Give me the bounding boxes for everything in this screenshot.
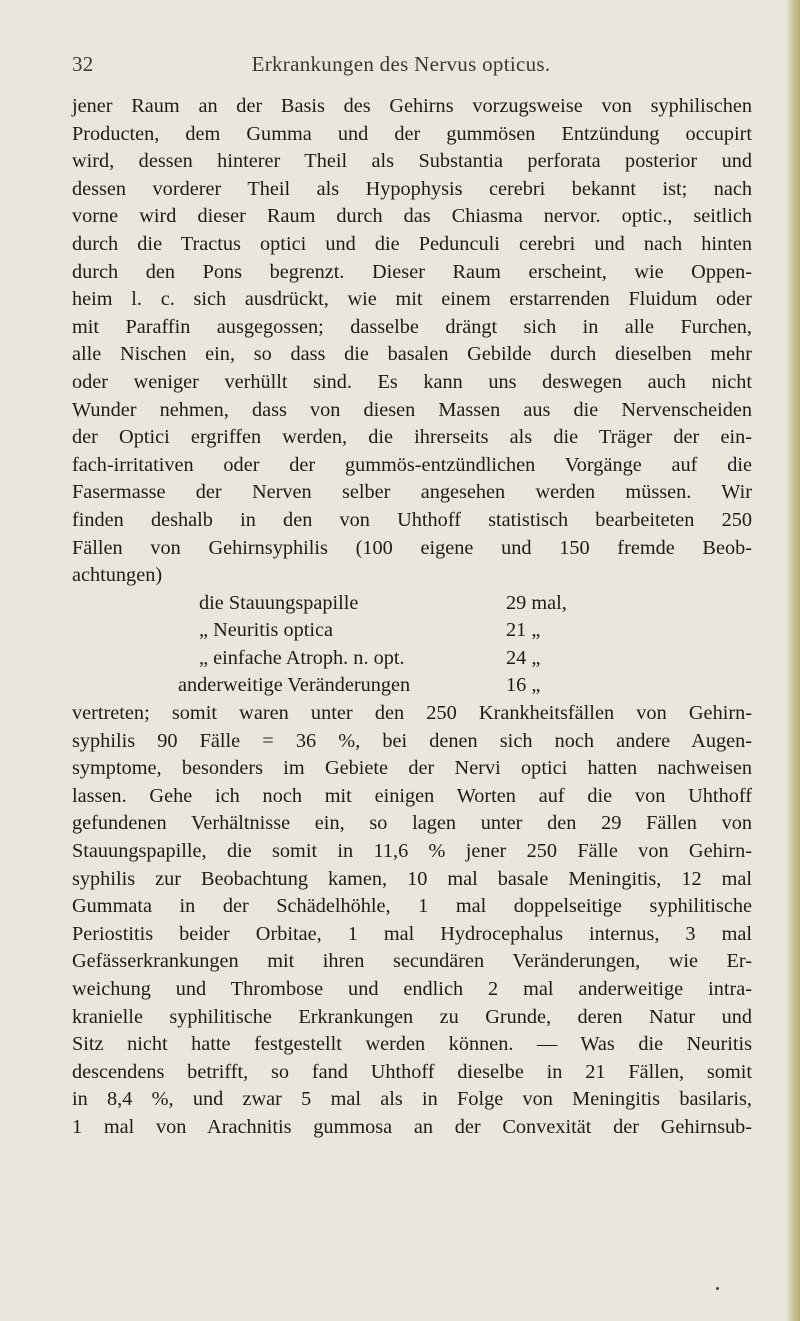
- text-line: Gefässerkrankungen mit ihren secundären Veränderungen, wie Er-: [72, 950, 752, 973]
- running-title: Erkrankungen des Nervus opticus.: [251, 52, 551, 76]
- text-line: kranielle syphilitische Erkrankungen zu Grunde, deren Natur und: [72, 1005, 752, 1028]
- body-text: [72, 93, 752, 1142]
- text-line: alle Nischen ein, so dass die basalen Gebilde durch dieselben mehr: [72, 343, 752, 366]
- text-line: Gummata in der Schädelhöhle, 1 mal doppelseitige syphilitische: [72, 895, 752, 918]
- text-line: mit Paraffin ausgegossen; dasselbe drängt sich in alle Furchen,: [72, 315, 752, 338]
- stat-row: [72, 590, 752, 618]
- stat-value: 29 mal,: [506, 591, 567, 614]
- text-line: dessen vorderer Theil als Hypophysis cerebri bekannt ist; nach: [72, 177, 752, 200]
- text-line: Wunder nehmen, dass von diesen Massen aus die Nervenscheiden: [72, 398, 752, 421]
- text-line: durch die Tractus optici und die Pedunculi cerebri und nach hinten: [72, 232, 752, 255]
- stat-label: anderweitige Veränderungen: [178, 674, 411, 697]
- text-line: wird, dessen hinterer Theil als Substantia perforata posterior und: [72, 150, 752, 173]
- text-line: vertreten; somit waren unter den 250 Krankheitsfällen von Gehirn-: [72, 702, 752, 725]
- stat-value: 16 „: [506, 674, 541, 697]
- text-line: lassen. Gehe ich noch mit einigen Worten auf die von Uhthoff: [72, 784, 752, 807]
- text-line: oder weniger verhüllt sind. Es kann uns deswegen auch nicht: [72, 370, 752, 393]
- stat-row: [72, 617, 752, 645]
- text-line: descendens betrifft, so fand Uhthoff dieselbe in 21 Fällen, somit: [72, 1060, 752, 1083]
- text-line: in 8,4 %, und zwar 5 mal als in Folge von Meningitis basilaris,: [72, 1088, 752, 1111]
- text-line: vorne wird dieser Raum durch das Chiasma nervor. optic., seitlich: [72, 205, 752, 228]
- paper-speck: [716, 1287, 719, 1290]
- text-line: Fällen von Gehirnsyphilis (100 eigene und 150 fremde Beob-: [72, 536, 752, 559]
- stat-label: „ Neuritis optica: [199, 619, 334, 642]
- text-line: symptome, besonders im Gebiete der Nervi optici hatten nachweisen: [72, 757, 752, 780]
- text-line: Sitz nicht hatte festgestellt werden können. — Was die Neuritis: [72, 1033, 752, 1056]
- page-edge: [786, 0, 800, 1321]
- stat-row: [72, 672, 752, 700]
- text-line: syphilis zur Beobachtung kamen, 10 mal basale Meningitis, 12 mal: [72, 867, 752, 890]
- page-number: 32: [72, 52, 94, 76]
- text-line: der Optici ergriffen werden, die ihrerseits als die Träger der ein-: [72, 426, 752, 449]
- text-line: syphilis 90 Fälle = 36 %, bei denen sich noch andere Augen-: [72, 729, 752, 752]
- text-line: 1 mal von Arachnitis gummosa an der Convexität der Gehirnsub-: [72, 1115, 752, 1138]
- stat-label: „ einfache Atroph. n. opt.: [199, 646, 405, 669]
- text-line: durch den Pons begrenzt. Dieser Raum erscheint, wie Oppen-: [72, 260, 752, 283]
- text-line: Periostitis beider Orbitae, 1 mal Hydrocephalus internus, 3 mal: [72, 922, 752, 945]
- stat-label: die Stauungspapille: [199, 591, 359, 614]
- page-header: [72, 52, 730, 80]
- text-line: heim l. c. sich ausdrückt, wie mit einem erstarrenden Fluidum oder: [72, 288, 752, 311]
- stat-value: 21 „: [506, 619, 541, 642]
- text-line: achtungen): [72, 564, 163, 587]
- text-line: weichung und Thrombose und endlich 2 mal anderweitige intra-: [72, 978, 752, 1000]
- text-line: finden deshalb in den von Uhthoff statistisch bearbeiteten 250: [72, 508, 752, 531]
- text-line: Producten, dem Gumma und der gummösen Entzündung occupirt: [72, 122, 752, 145]
- stat-value: 24 „: [506, 646, 541, 669]
- stat-row: [72, 645, 752, 673]
- text-line: Stauungspapille, die somit in 11,6 % jener 250 Fälle von Gehirn-: [72, 840, 752, 863]
- text-line: fach-irritativen oder der gummös-entzündlichen Vorgänge auf die: [72, 453, 752, 476]
- text-line: gefundenen Verhältnisse ein, so lagen unter den 29 Fällen von: [72, 812, 752, 835]
- text-line: Fasermasse der Nerven selber angesehen werden müssen. Wir: [72, 481, 752, 504]
- text-line: jener Raum an der Basis des Gehirns vorzugsweise von syphilischen: [72, 95, 752, 117]
